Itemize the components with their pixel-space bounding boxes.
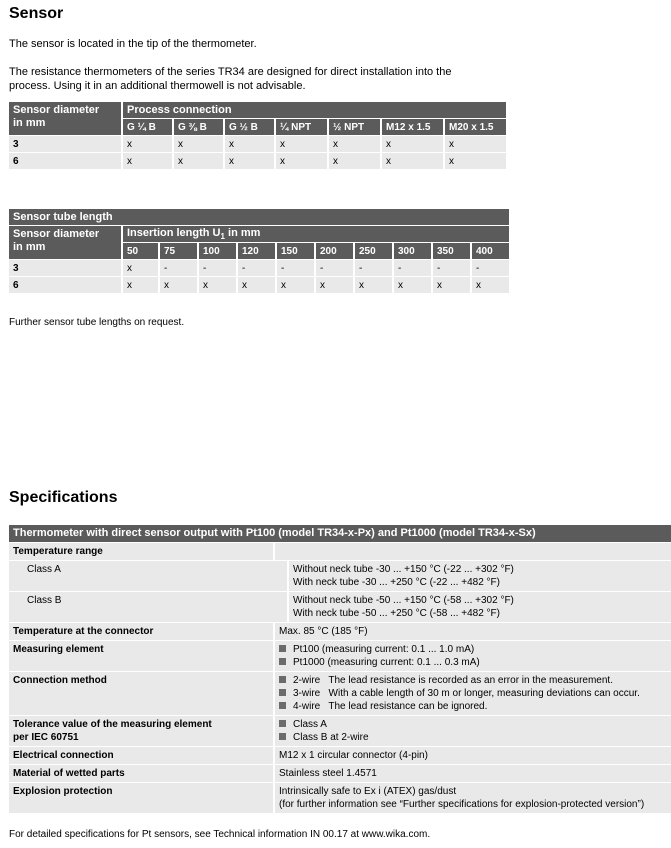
table-cell: x — [276, 153, 327, 169]
table-cell: x — [174, 153, 223, 169]
table-cell: x — [123, 136, 172, 152]
table-cell: x — [277, 277, 314, 293]
bullet-icon — [279, 658, 286, 665]
insertion-length-header: Insertion length $U_1$ in mm — [123, 226, 509, 242]
table-cell: x — [225, 153, 274, 169]
tl-column-header: 400 — [472, 243, 509, 259]
table-cell: x — [160, 277, 197, 293]
table-cell: x — [123, 277, 158, 293]
table-cell: x — [329, 153, 380, 169]
specifications-heading: Specifications — [9, 489, 118, 506]
table-cell: x — [174, 136, 223, 152]
specifications-title: Thermometer with direct sensor output with Pt100 (model TR34-x-Px) and Pt1000 (model TR34-x-Sx) — [9, 525, 671, 542]
spec-row: Tolerance value of the measuring element per IEC 60751 Class A Class B at 2-wire — [9, 716, 671, 746]
spec-row: Explosion protection Intrinsically safe to Ex i (ATEX) gas/dust (for further information see “Further specifications for explosion-protected version”) — [9, 783, 671, 813]
table-cell: - — [160, 260, 197, 276]
row-diameter: 6 — [9, 153, 121, 169]
spec-row: Material of wetted parts Stainless steel 1.4571 — [9, 765, 671, 782]
table-cell: x — [329, 136, 380, 152]
bullet-icon — [279, 676, 286, 683]
table-cell: x — [123, 260, 158, 276]
spec-row: Temperature range — [9, 543, 671, 560]
process-connection-header: Process connection — [123, 102, 506, 118]
footer-note: For detailed specifications for Pt sensors, see Technical information IN 00.17 at www.wika.com. — [9, 829, 431, 840]
table-cell: - — [433, 260, 470, 276]
pc-column-header: G ½ B — [225, 119, 274, 135]
tl-column-header: 300 — [394, 243, 431, 259]
spec-row: Connection method 2-wire The lead resistance is recorded as an error in the measurement. 3-wire With a cable length of 30 m or longer, measuring deviations can occur. 4-wire The lead resistance can be ignored. — [9, 672, 671, 715]
table-cell: - — [238, 260, 275, 276]
tl-column-header: 350 — [433, 243, 470, 259]
spec-row: Electrical connection M12 x 1 circular connector (4-pin) — [9, 747, 671, 764]
table-cell: x — [394, 277, 431, 293]
sensor-heading: Sensor — [9, 5, 64, 22]
tl-column-header: 100 — [199, 243, 236, 259]
table-cell: x — [445, 153, 506, 169]
bullet-icon — [279, 645, 286, 652]
table-cell: x — [276, 136, 327, 152]
table-cell: - — [355, 260, 392, 276]
table-cell: - — [472, 260, 509, 276]
tube-diameter-header: Sensor diameter in mm — [9, 226, 121, 259]
pc-column-header: G ¼ B — [123, 119, 172, 135]
sensor-paragraph-2: The resistance thermometers of the series TR34 are designed for direct installation into the process. Using it in an additional thermowell is not advisable. — [9, 66, 452, 92]
table-cell: x — [445, 136, 506, 152]
row-diameter: 6 — [9, 277, 121, 293]
spec-row: Measuring element Pt100 (measuring current: 0.1 ... 1.0 mA) Pt1000 (measuring current: 0.1 ... 0.3 mA) — [9, 641, 671, 671]
spec-row: Temperature at the connector Max. 85 °C (185 °F) — [9, 623, 671, 640]
process-connection-table — [7, 101, 508, 170]
table-cell: - — [277, 260, 314, 276]
bullet-icon — [279, 720, 286, 727]
bullet-icon — [279, 702, 286, 709]
table-cell: x — [123, 153, 172, 169]
tube-length-note: Further sensor tube lengths on request. — [9, 317, 185, 328]
tube-table-title: Sensor tube length — [9, 209, 509, 225]
sensor-paragraph-1: The sensor is located in the tip of the thermometer. — [9, 38, 257, 50]
diameter-header: Sensor diameter in mm — [9, 102, 121, 135]
spec-row: Class A Without neck tube -30 ... +150 °C (-22 ... +302 °F) With neck tube -30 ... +250 °C (-22 ... +482 °F) — [9, 561, 671, 591]
pc-column-header: M20 x 1.5 — [445, 119, 506, 135]
sensor-tube-length-table — [7, 208, 511, 294]
tl-column-header: 150 — [277, 243, 314, 259]
bullet-icon — [279, 733, 286, 740]
row-diameter: 3 — [9, 136, 121, 152]
table-cell: x — [199, 277, 236, 293]
pc-column-header: M12 x 1.5 — [382, 119, 443, 135]
tl-column-header: 50 — [123, 243, 158, 259]
pc-column-header: G ⅜ B — [174, 119, 223, 135]
pc-column-header: ¼ NPT — [276, 119, 327, 135]
spec-row: Class B Without neck tube -50 ... +150 °C (-58 ... +302 °F) With neck tube -50 ... +250 °C (-58 ... +482 °F) — [9, 592, 671, 622]
tl-column-header: 120 — [238, 243, 275, 259]
pc-column-header: ½ NPT — [329, 119, 380, 135]
table-cell: x — [355, 277, 392, 293]
tl-column-header: 75 — [160, 243, 197, 259]
table-cell: x — [382, 136, 443, 152]
table-cell: - — [316, 260, 353, 276]
table-cell: - — [199, 260, 236, 276]
tl-column-header: 200 — [316, 243, 353, 259]
specifications-table — [9, 525, 671, 813]
bullet-icon — [279, 689, 286, 696]
tl-column-header: 250 — [355, 243, 392, 259]
table-cell: x — [382, 153, 443, 169]
table-cell: - — [394, 260, 431, 276]
table-cell: x — [316, 277, 353, 293]
table-cell: x — [238, 277, 275, 293]
table-cell: x — [472, 277, 509, 293]
row-diameter: 3 — [9, 260, 121, 276]
table-cell: x — [433, 277, 470, 293]
table-cell: x — [225, 136, 274, 152]
